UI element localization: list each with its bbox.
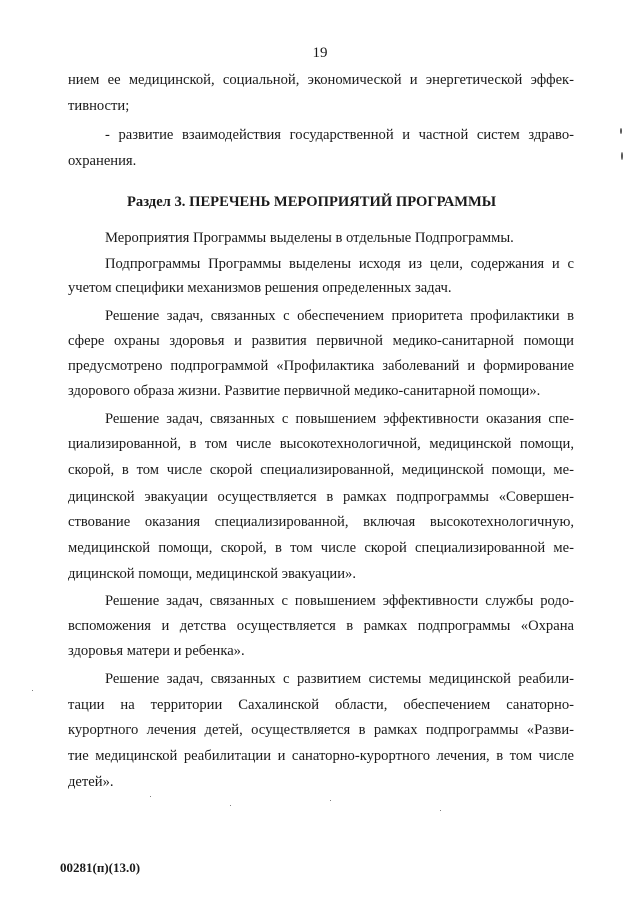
text-line: сфере охраны здоровья и развития первичной медико-санитарной помощи	[68, 333, 574, 349]
text-line: здорового образа жизни. Развитие первичной медико-санитарной помощи».	[68, 383, 541, 399]
text-line: Мероприятия Программы выделены в отдельные Подпрограммы.	[105, 230, 514, 246]
scan-speck	[230, 805, 231, 806]
text-line: тации на территории Сахалинской области, обеспечением санаторно-	[68, 697, 574, 713]
text-line: ствование оказания специализированной, включая высокотехнологичную,	[68, 514, 574, 530]
text-line: тие медицинской реабилитации и санаторно-курортного лечения, в том числе	[68, 748, 574, 764]
document-code: 00281(п)(13.0)	[60, 860, 141, 875]
text-line: скорой, в том числе скорой специализированной, медицинской помощи, ме-	[68, 462, 574, 478]
text-line: дицинской помощи, медицинской эвакуации».	[68, 566, 356, 582]
text-line: Решение задач, связанных с повышением эффективности оказания спе-	[105, 411, 574, 427]
text-line: здоровья матери и ребенка».	[68, 643, 245, 659]
scan-speck	[620, 128, 622, 134]
text-line: циализированной, в том числе высокотехнологичной, медицинской помощи,	[68, 436, 574, 452]
text-line: медицинской помощи, скорой, в том числе скорой специализированной ме-	[68, 540, 574, 556]
text-line: нием ее медицинской, социальной, экономической и энергетической эффек-	[68, 72, 574, 88]
text-line: Решение задач, связанных с развитием системы медицинской реабили-	[105, 671, 574, 687]
text-line: - развитие взаимодействия государственной и частной систем здраво-	[105, 127, 574, 143]
text-line: дицинской эвакуации осуществляется в рамках подпрограммы «Совершен-	[68, 489, 574, 505]
text-line: Решение задач, связанных с обеспечением приоритета профилактики в	[105, 308, 574, 324]
text-line: тивности;	[68, 98, 130, 114]
scan-speck	[621, 152, 623, 160]
text-line: Подпрограммы Программы выделены исходя из цели, содержания и с	[105, 256, 574, 272]
scan-speck	[32, 690, 33, 691]
text-line: учетом специфики механизмов решения определенных задач.	[68, 280, 452, 296]
text-line: Решение задач, связанных с повышением эффективности службы родо-	[105, 593, 574, 609]
scan-speck	[330, 800, 331, 801]
text-line: предусмотрено подпрограммой «Профилактика заболеваний и формирование	[68, 358, 574, 374]
text-line: охранения.	[68, 153, 137, 169]
text-line: детей».	[68, 774, 114, 790]
scan-speck	[440, 810, 441, 811]
scan-speck	[150, 796, 151, 797]
text-line: курортного лечения детей, осуществляется в рамках подпрограммы «Разви-	[68, 722, 574, 738]
section-heading: Раздел 3. ПЕРЕЧЕНЬ МЕРОПРИЯТИЙ ПРОГРАММЫ	[127, 194, 497, 210]
text-line: вспоможения и детства осуществляется в рамках подпрограммы «Охрана	[68, 618, 574, 634]
page-number: 19	[312, 45, 328, 61]
